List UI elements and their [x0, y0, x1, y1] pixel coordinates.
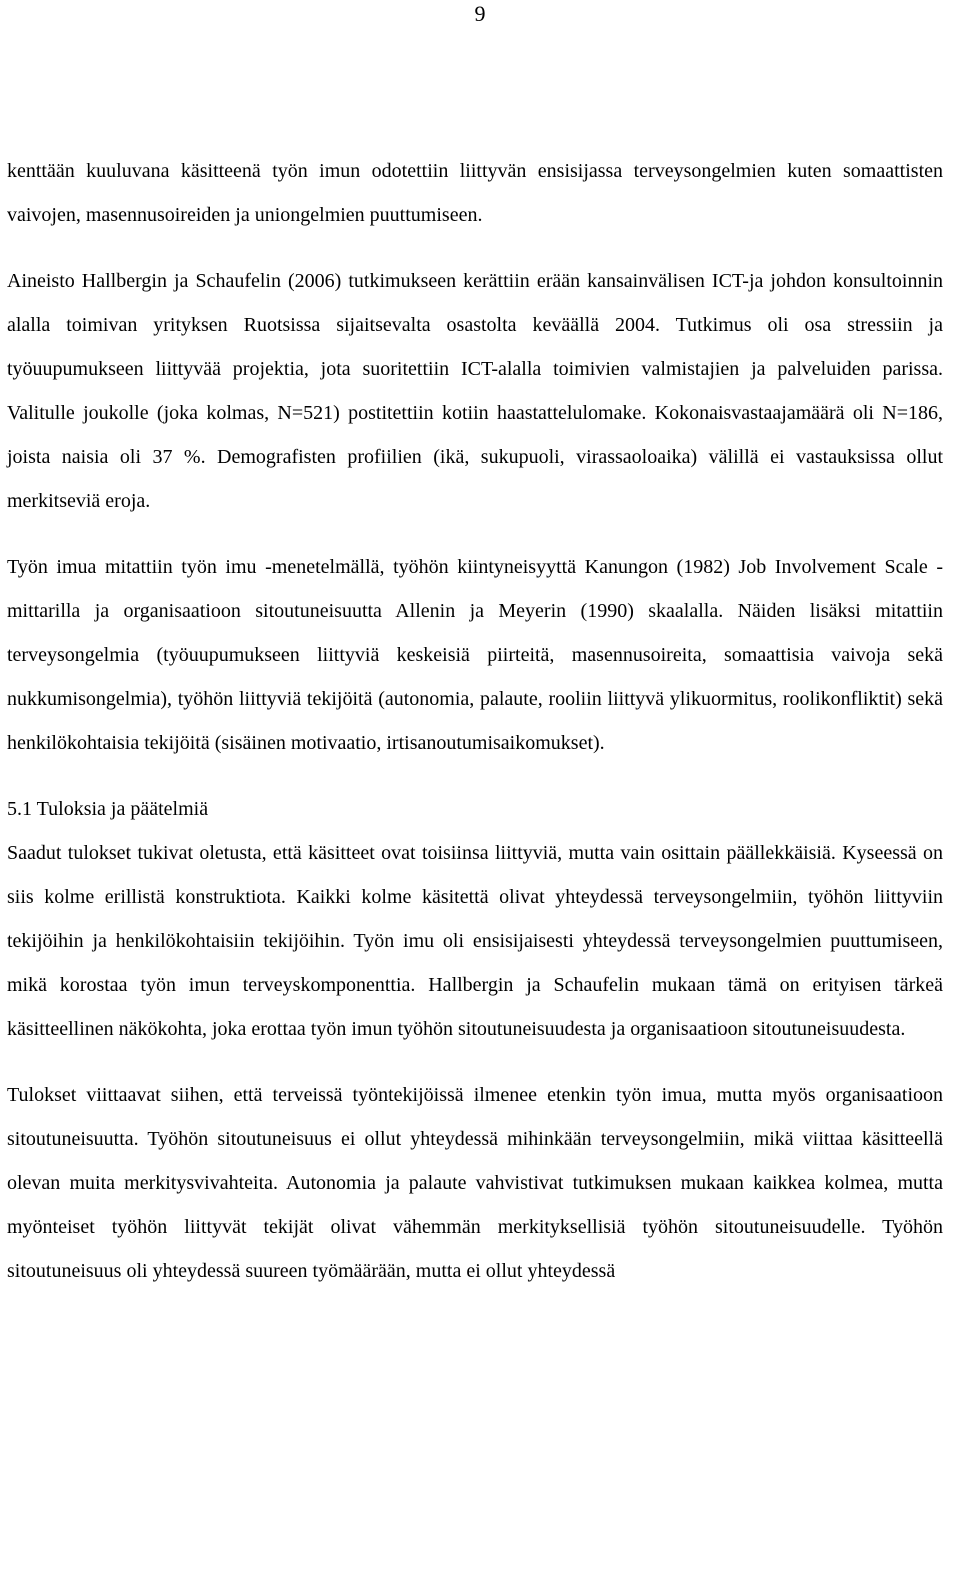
- paragraph-4: Saadut tulokset tukivat oletusta, että käsitteet ovat toisiinsa liittyviä, mutta vain osittain päällekkäisiä. Kyseessä on siis kolme erillistä konstruktiota. Kaikki kolme käsitettä olivat yhteydessä terveysongelmiin, työhön liittyviin tekijöihin ja henkilökohtaisiin tekijöihin. Työn imu oli ensisijaisesti yhteydessä terveysongelmien puuttumiseen, mikä korostaa työn imun terveyskomponenttia. Hallbergin ja Schaufelin mukaan tämä on erityisen tärkeä käsitteellinen näkökohta, joka erottaa työn imun työhön sitoutuneisuudesta ja organisaatioon sitoutuneisuudesta.: [7, 842, 943, 1040]
- paragraph-5: Tulokset viittaavat siihen, että terveissä työntekijöissä ilmenee etenkin työn imua, mutta myös organisaatioon sitoutuneisuutta. Työhön sitoutuneisuus ei ollut yhteydessä mihinkään terveysongelmiin, mikä viittaa käsitteellä olevan muita merkitysvivahteita. Autonomia ja palaute vahvistivat tutkimuksen mukaan kaikkea kolmea, mutta myönteiset työhön liittyvät tekijät olivat vähemmän merkityksellisiä työhön sitoutuneisuudelle. Työhön sitoutuneisuus oli yhteydessä suureen työmäärään, mutta ei ollut yhteydessä: [7, 1084, 943, 1282]
- paragraph-2: Aineisto Hallbergin ja Schaufelin (2006) tutkimukseen kerättiin erään kansainvälisen ICT-ja johdon konsultoinnin alalla toimivan yrityksen Ruotsissa sijaitsevalta osastolta keväällä 2004. Tutkimus oli osa stressiin ja työuupumukseen liittyvää projektia, jota suoritettiin ICT-alalla toimivien valmistajien ja palveluiden parissa. Valitulle joukolle (joka kolmas, N=521) postitettiin kotiin haastattelulomake. Kokonaisvastaajamäärä oli N=186, joista naisia oli 37 %. Demografisten profiilien (ikä, sukupuoli, virassaoloaika) välillä ei vastauksissa ollut merkitseviä eroja.: [7, 270, 943, 512]
- section-title: Tuloksia ja päätelmiä: [36, 798, 209, 820]
- paragraph-1: kenttään kuuluvana käsitteenä työn imun odotettiin liittyvän ensisijassa terveysongelmien kuten somaattisten vaivojen, masennusoireiden ja uniongelmien puuttumiseen.: [7, 160, 943, 226]
- paragraph-3: Työn imua mitattiin työn imu -menetelmällä, työhön kiintyneisyyttä Kanungon (1982) Job Involvement Scale -mittarilla ja organisaatioon sitoutuneisuutta Allenin ja Meyerin (1990) skaalalla. Näiden lisäksi mitattiin terveysongelmia (työuupumukseen liittyviä keskeisiä piirteitä, masennusoireita, somaattisia vaivoja sekä nukkumisongelmia), työhön liittyviä tekijöitä (autonomia, palaute, rooliin liittyvä ylikuormitus, roolikonfliktit) sekä henkilökohtaisia tekijöitä (sisäinen motivaatio, irtisanoutumisaikomukset).: [7, 556, 943, 754]
- document-body: [7, 149, 943, 1293]
- section-number: 5.1: [7, 798, 32, 820]
- section-heading: [7, 787, 943, 831]
- page-number: 9: [474, 1, 486, 26]
